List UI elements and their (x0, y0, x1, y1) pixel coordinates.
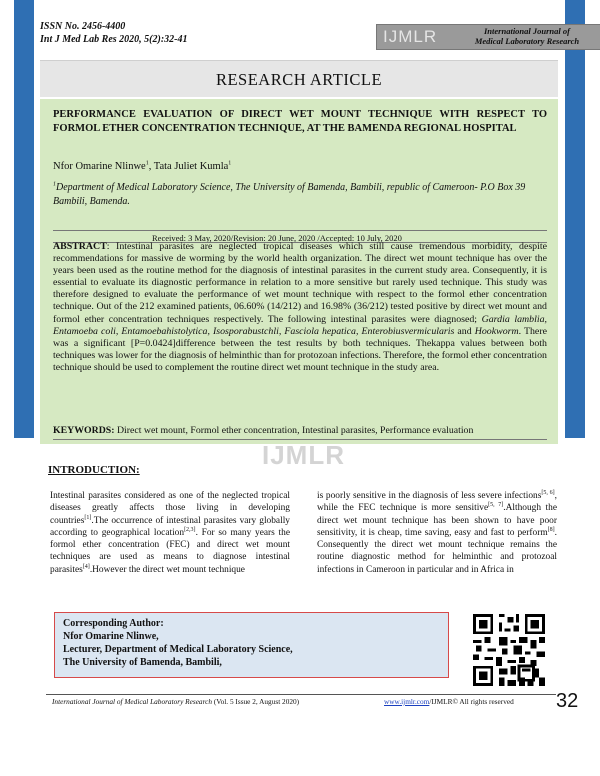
intro-left-b: .The occurrence of intestinal parasites vary globally according to geographical location (50, 515, 290, 538)
intro-column-right (317, 490, 557, 576)
author-line (53, 161, 231, 172)
abstract-species-list: Gardia lamblia, Entamoeba coli, Entamoebahistolytica, Isosporabustchli, Fasciola hepatica, Enterobiusvermicularis (53, 313, 547, 337)
issn-text: ISSN No. 2456-4400 (40, 21, 126, 32)
issn-block (40, 20, 188, 46)
journal-logo (376, 24, 600, 50)
intro-right-d: . Consequently the direct wet mount technique remains the routine diagnostic method for helminthic and protozoal infections in Cameroon in particular and in Africa in (317, 527, 557, 575)
received-dates: Received: 3 May, 2020/Revision: 20 June, 2020 /Accepted: 10 July, 2020 (152, 233, 402, 243)
citation-ref[interactable]: [2,3] (184, 526, 196, 533)
abstract-label: ABSTRACT (53, 241, 107, 252)
affiliation-text: Department of Medical Laboratory Science, The University of Bamenda, Bambili, republic of Cameroon- P.O Box 39 Bambili, Bamenda. (53, 182, 526, 207)
qr-code-icon[interactable] (473, 614, 545, 686)
abstract-part-2: and (454, 325, 475, 337)
affiliation-mark: 1 (53, 181, 56, 188)
footer-rights (384, 697, 514, 706)
footer-divider (46, 694, 556, 695)
page-number: 32 (556, 690, 579, 712)
logo-full-name (459, 26, 595, 46)
intro-left-c: . For so many years the formol ether concentration (FEC) and direct wet mount techniques are used as means to diagnose intestinal parasites (50, 527, 290, 575)
journal-watermark: IJMLR (262, 440, 345, 470)
keywords-label: KEYWORDS: (53, 425, 115, 436)
citation-ref[interactable]: [1] (84, 514, 92, 521)
corr-institution: The University of Bamenda, Bambili, (63, 657, 222, 668)
corr-position: Lecturer, Department of Medical Laboratory Science, (63, 644, 293, 655)
footer-rights-text: /IJMLR© All rights reserved (429, 697, 514, 706)
intro-column-left (50, 490, 290, 576)
author-2: Tata Juliet Kumla (153, 161, 229, 172)
intro-right-a: is poorly sensitive in the diagnosis of less severe infections (317, 491, 542, 501)
logo-abbreviation: IJMLR (383, 27, 438, 46)
introduction-heading: INTRODUCTION: (48, 464, 140, 476)
abstract-part-3: . There was a significant [P=0.0424]difference between the test results by both techniques. Thekappa values between both techniques was lower for the diagnosis of helminthic than for protozoan infections. Therefore, the formol ether concentration technique should be used to complement the routine direct wet mount technique in the study area. (53, 325, 547, 373)
section-label: RESEARCH ARTICLE (215, 70, 383, 89)
footer-website-link[interactable]: www.ijmlr.com (384, 697, 430, 706)
abstract-text (53, 241, 547, 374)
keywords (53, 425, 547, 437)
author-1-affil-mark: 1 (145, 160, 149, 167)
section-band (40, 60, 558, 97)
citation-ref[interactable]: [5, 6] (541, 489, 555, 496)
right-accent-bar (565, 0, 585, 438)
intro-left-a: Intestinal parasites considered as one of the neglected tropical diseases greatly affects those living in developing countries (50, 491, 290, 526)
abstract-species-hookworm: Hookworm (474, 325, 519, 337)
footer-journal: International Journal of Medical Laboratory Research (52, 697, 213, 706)
citation-text: Int J Med Lab Res 2020, 5(2):32-41 (40, 34, 188, 45)
paper-title: PERFORMANCE EVALUATION OF DIRECT WET MOUNT TECHNIQUE WITH RESPECT TO FORMOL ETHER CONCENTRATION TECHNIQUE, AT THE BAMENDA REGIONAL HOSPITAL (53, 109, 547, 134)
citation-ref[interactable]: [4] (82, 563, 90, 570)
affiliation (53, 181, 547, 209)
abstract-part-1: : Intestinal parasites are neglected tropical diseases which still cause tremendous morbidity, despite recommendations for massive de worming by the world health organization. The direct wet mount technique has over the years been used as the routine method for the diagnosis of intestinal parasites in the current study area. Consequently, it is essential to evaluate its diagnostic performance in relation to a more sensitive but rarely used technique. This study was therefore designed to evaluate the performance of wet mount technique with respect to the formol ether concentration technique. Out of the 212 examined patients, 06.60% (14/212) and 16.98% (36/212) tested positive by direct wet mount and formol ether concentration techniques respectively. The following intestinal parasites were diagnosed; (53, 241, 547, 325)
author-1: Nfor Omarine Nlinwe (53, 161, 146, 172)
citation-ref[interactable]: [5, 7] (488, 502, 504, 509)
citation-ref[interactable]: [8] (547, 526, 555, 533)
footer-citation (52, 697, 299, 706)
logo-line-2: Medical Laboratory Research (474, 36, 580, 46)
keywords-text: Direct wet mount, Formol ether concentration, Intestinal parasites, Performance evaluation (114, 425, 474, 436)
divider-top (53, 230, 547, 231)
intro-right-b: , while the FEC technique is more sensitive (317, 491, 558, 514)
footer-volume: (Vol. 5 Issue 2, August 2020) (212, 697, 300, 706)
intro-left-d: .However the direct wet mount technique (89, 564, 245, 575)
intro-right-c: .Although the direct wet mount technique has been shown to have poor sensitivity, it is cheap, time saving, easy and fast to perform (317, 503, 557, 538)
journal-header (40, 20, 580, 54)
author-separator: , (148, 161, 154, 172)
author-2-affil-mark: 1 (228, 160, 232, 167)
abstract-panel (40, 99, 558, 444)
corr-name: Nfor Omarine Nlinwe, (63, 631, 159, 642)
left-accent-bar (14, 0, 34, 438)
corresponding-author-box (54, 612, 449, 678)
corr-label: Corresponding Author: (63, 618, 164, 629)
logo-line-1: International Journal of (484, 26, 570, 36)
